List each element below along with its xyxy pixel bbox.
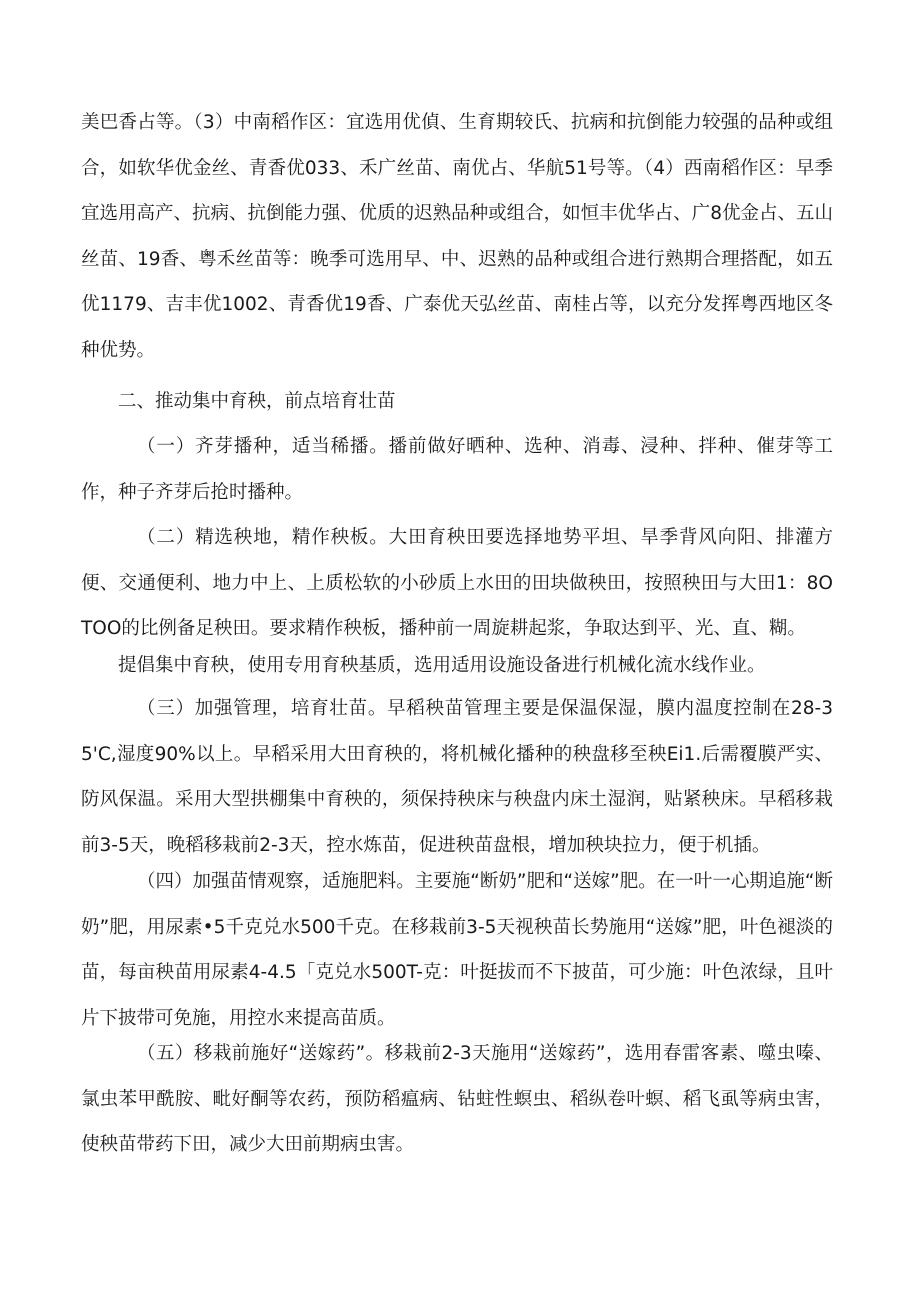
paragraph-centralized-nursery: 提倡集中育秧，使用专用育秧基质，选用适用设施设备进行机械化流水线作业。 <box>118 655 766 676</box>
paragraph-pesticide: （五）移栽前施好“送嫁药”。移栽前2-3天施用“送嫁药”，选用春雷客素、噬虫嗪、氯虫苯甲酰胺、毗好酮等农药，预防稻瘟病、钻蛀性螟虫、稻纵卷叶螟、稻飞虱等病虫害，使秧苗带药下田，减少大田前期病虫害。 <box>81 1043 833 1156</box>
paragraph-sowing: （一）齐芽播种，适当稀播。播前做好晒种、选种、消毒、浸种、拌种、催芽等工作，种子齐芽后抢时播种。 <box>81 436 833 503</box>
section-heading-seedling: 二、推动集中育秧，前点培育壮苗 <box>118 391 396 412</box>
paragraph-fertilizer: （四）加强苗情观察，适施肥料。主要施“断奶”肥和“送嫁”肥。在一叶一心期追施“断奶”肥，用尿素•5千克兑水500千克。在移栽前3-5天视秧苗长势施用“送嫁”肥，叶色褪淡的苗，每亩秧苗用尿素4-4.5「克兑水500T-克：叶挺拔而不下披苗，可少施：叶色浓绿，且叶片下披带可免施，用控水来提高苗质。 <box>81 871 833 1029</box>
paragraph-management: （三）加强管理，培育壮苗。早稻秧苗管理主要是保温保湿，膜内温度控制在28-35'C,湿度90%以上。早稻采用大田育秧的，将机械化播种的秧盘移至秧Ei1.后需覆膜严实、防风保温。采用大型拱棚集中育秧的，须保持秧床与秧盘内床土湿润，贴紧秧床。早稻移栽前3-5天，晚稻移栽前2-3天，控水炼苗，促进秧苗盘根，增加秧块拉力，便于机插。 <box>81 698 833 856</box>
paragraph-seedbed: （二）精选秧地，精作秧板。大田育秧田要选择地势平坦、旱季背风向阳、排灌方便、交通便利、地力中上、上质松软的小砂质上水田的田块做秧田，按照秧田与大田1：8OTOO的比例备足秧田。要求精作秧板，播种前一周旋耕起浆，争取达到平、光、直、糊。 <box>81 527 833 640</box>
paragraph-rice-varieties: 美巴香占等。（3）中南稻作区：宜选用优偵、生育期较氏、抗病和抗倒能力较强的品种或组合，如软华优金丝、青香优033、禾广丝苗、南优占、华航51号等。（4）西南稻作区：早季宜选用高产、抗病、抗倒能力强、优质的迟熟品种或组合，如恒丰优华占、广8优金占、五山丝苗、19香、粤禾丝苗等：晚季可选用早、中、迟熟的品种或组合进行熟期合理搭配，如五优1179、吉丰优1002、青香优19香、广泰优天弘丝苗、南桂占等，以充分发挥粤西地区冬种优势。 <box>81 112 833 361</box>
